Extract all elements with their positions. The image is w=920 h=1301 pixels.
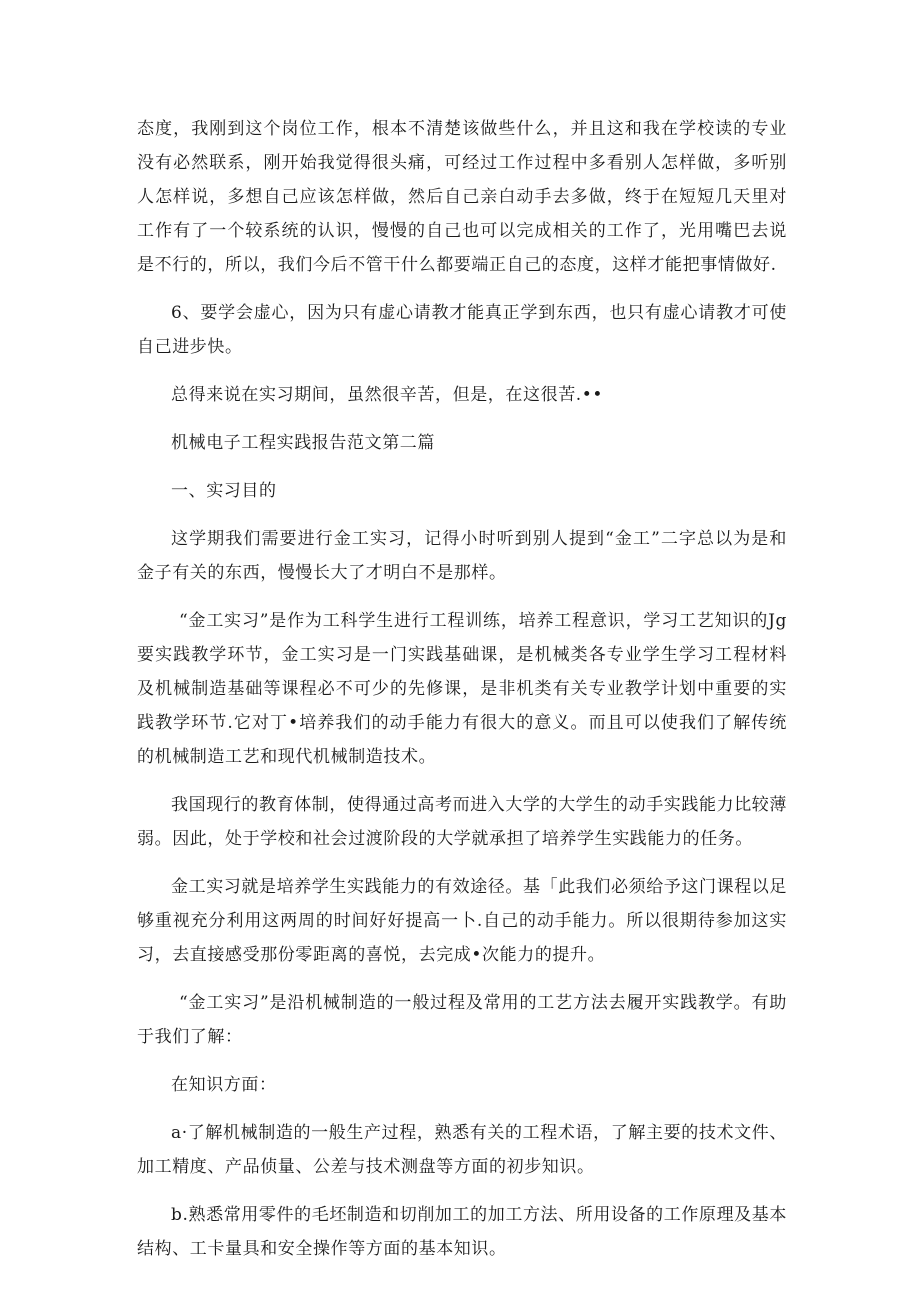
paragraph-knowledge-heading: 在知识方面： bbox=[171, 1075, 277, 1095]
paragraph-practice-method: “金工实习”是沿机械制造的一般过程及常用的工艺方法去履开实践教学。有助于我们了解： bbox=[137, 993, 787, 1047]
paragraph-effective-approach: 金工实习就是培养学生实践能力的有效途径。基「此我们必须给予这门课程以足够重视充分利用这两周的时间好好提高一卜.自己的动手能力。所以很期待参加这实习，去直接感受那份零距离的喜悦，去完成•次能力的提升。 bbox=[137, 877, 787, 965]
list-item-a: a·了解机械制造的一般生产过程，熟悉有关的工程术语，了解主要的技术文件、加工精度、产品侦量、公差与技术测盘等方面的初步知识。 bbox=[137, 1123, 787, 1177]
section-title-second-report: 机械电子工程实践报告范文第二篇 bbox=[171, 433, 435, 453]
document-body bbox=[137, 112, 787, 1280]
list-item-b: b.熟悉常用零件的毛坯制造和切削加工的加工方法、所用设备的工作原理及基本结构、工卡量具和安全操作等方面的基本知识。 bbox=[137, 1205, 787, 1259]
section-heading-purpose: 一、实习目的 bbox=[171, 481, 277, 501]
paragraph-point-6: 6、要学会虚心，因为只有虚心请教才能真正学到东西，也只有虚心请教才可使自己进步快。 bbox=[137, 303, 787, 357]
paragraph-education-system: 我国现行的教育体制，使得通过高考而进入大学的大学生的动手实践能力比较薄弱。因此，处于学校和社会过渡阶段的大学就承担了培养学生实践能力的任务。 bbox=[137, 795, 787, 849]
paragraph-attitude-continuation: 态度，我刚到这个岗位工作，根本不清楚该做些什么，并且这和我在学校读的专业没有必然联系，刚开始我觉得很头痛，可经过工作过程中多看别人怎样做，多听别人怎样说，多想自己应该怎样做，然后自己亲白动手去多做，终于在短短几天里对工作有了一个较系统的认识，慢慢的自己也可以完成相关的工作了，光用嘴巴去说是不行的，所以，我们今后不管干什么都要端正自己的态度，这样才能把事情做好. bbox=[137, 119, 787, 275]
paragraph-summary: 总得来说在实习期间，虽然很辛苦，但是，在这很苦.•• bbox=[171, 385, 604, 405]
paragraph-intro-metalwork: 这学期我们需要进行金工实习，记得小时听到别人提到“金工”二字总以为是和金子有关的东西，慢慢长大了才明白不是那样。 bbox=[137, 529, 787, 583]
paragraph-metalwork-definition: “金工实习”是作为工科学生进行工程训练，培养工程意识，学习工艺知识的Jg要实践教学环节，金工实习是一门实践基础课，是机械类各专业学生学习工程材料及机械制造基础等课程必不可少的先修课，是非机类有关专业教学计划中重要的实践教学环节.它对丁•培养我们的动手能力有很大的意义。而且可以使我们了解传统的机械制造工艺和现代机械制造技术。 bbox=[137, 611, 787, 767]
